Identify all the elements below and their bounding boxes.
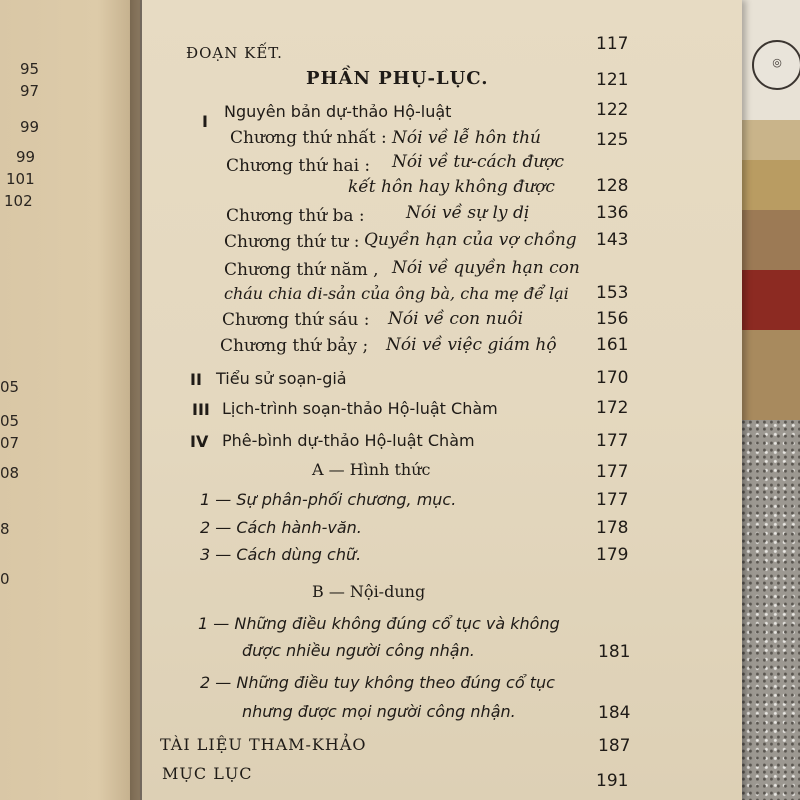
toc-references-page: 187 <box>598 736 631 756</box>
toc-item-page: 181 <box>598 642 631 662</box>
toc-section-page: 170 <box>596 368 629 388</box>
toc-index-label: MỤC LỤC <box>162 764 253 783</box>
toc-item-continued: được nhiều người công nhận. <box>242 641 475 660</box>
toc-item-page: 179 <box>596 545 629 565</box>
chapter-prefix: Chương thứ sáu : <box>222 310 370 330</box>
chapter-page: 136 <box>596 203 629 223</box>
left-page-number: 8 <box>0 520 10 538</box>
chapter-page: 128 <box>596 176 629 196</box>
toc-section-page: 172 <box>596 398 629 418</box>
book-spine <box>742 270 800 330</box>
toc-phan-phu-luc-label: PHẦN PHỤ-LỤC. <box>306 68 489 89</box>
toc-item: 1 — Sự phân-phối chương, mục. <box>200 490 457 509</box>
toc-item-page: 184 <box>598 703 631 723</box>
toc-section-label: Nguyên bản dự-thảo Hộ-luật <box>224 102 452 121</box>
toc-item-page: 178 <box>596 518 629 538</box>
fabric-texture <box>742 420 800 800</box>
book-spine <box>742 120 800 160</box>
book-spine <box>742 210 800 270</box>
chapter-page: 161 <box>596 335 629 355</box>
chapter-prefix: Chương thứ ba : <box>226 206 365 226</box>
toc-phan-phu-luc-page: 121 <box>596 70 629 90</box>
left-page-number: 97 <box>20 82 40 100</box>
left-page-number: 99 <box>20 118 40 136</box>
left-page-number: 99 <box>16 148 36 166</box>
decorative-seal-icon: ◎ <box>752 40 800 90</box>
book-spine <box>742 330 800 420</box>
left-page-number: 08 <box>0 464 20 482</box>
toc-part-label: A — Hình thức <box>312 460 431 479</box>
chapter-title-continued: cháu chia di-sản của ông bà, cha mẹ để lại <box>224 284 569 303</box>
chapter-title: Nói về việc giám hộ <box>386 335 557 355</box>
toc-references-label: TÀI LIỆU THAM-KHẢO <box>160 735 367 754</box>
toc-section-page: 122 <box>596 100 629 120</box>
background-books <box>742 0 800 800</box>
chapter-title: Nói về lễ hôn thú <box>392 128 541 148</box>
left-page-number: 95 <box>20 60 40 78</box>
chapter-prefix: Chương thứ nhất : <box>230 128 387 148</box>
toc-doan-ket-label: ĐOẠN KẾT. <box>186 44 283 62</box>
toc-part-page: 177 <box>596 462 629 482</box>
chapter-title: Nói về quyền hạn con <box>392 258 580 278</box>
toc-section-numeral: I <box>202 112 208 131</box>
toc-part-label: B — Nội-dung <box>312 582 426 601</box>
chapter-prefix: Chương thứ tư : <box>224 232 360 252</box>
toc-section-label: Phê-bình dự-thảo Hộ-luật Chàm <box>222 431 475 450</box>
toc-item: 2 — Cách hành-văn. <box>200 518 362 537</box>
left-page-number: 101 <box>6 170 35 188</box>
toc-doan-ket-page: 117 <box>596 34 629 54</box>
left-page-number: 05 <box>0 378 20 396</box>
chapter-prefix: Chương thứ hai : <box>226 156 371 176</box>
toc-item: 1 — Những điều không đúng cổ tục và không <box>198 614 560 633</box>
toc-section-numeral: IV <box>190 432 209 451</box>
toc-section-numeral: III <box>192 400 210 419</box>
chapter-prefix: Chương thứ năm , <box>224 260 379 280</box>
chapter-title-continued: kết hôn hay không được <box>348 177 555 197</box>
toc-item: 3 — Cách dùng chữ. <box>200 545 362 564</box>
toc-index-page: 191 <box>596 771 629 791</box>
chapter-title: Quyền hạn của vợ chồng <box>364 230 577 250</box>
toc-section-label: Lịch-trình soạn-thảo Hộ-luật Chàm <box>222 399 498 418</box>
left-page-number: 102 <box>4 192 33 210</box>
chapter-page: 153 <box>596 283 629 303</box>
toc-section-page: 177 <box>596 431 629 451</box>
chapter-page: 156 <box>596 309 629 329</box>
chapter-title: Nói về sự ly dị <box>406 203 530 223</box>
left-facing-page <box>0 0 140 800</box>
left-page-number: 05 <box>0 412 20 430</box>
chapter-title: Nói về tư-cách được <box>392 152 565 172</box>
left-page-number: 0 <box>0 570 10 588</box>
toc-item-continued: nhưng được mọi người công nhận. <box>242 702 516 721</box>
toc-item: 2 — Những điều tuy không theo đúng cổ tục <box>200 673 555 692</box>
chapter-prefix: Chương thứ bảy ; <box>220 336 369 356</box>
toc-section-label: Tiểu sử soạn-giả <box>216 369 347 388</box>
chapter-page: 125 <box>596 130 629 150</box>
toc-section-numeral: II <box>190 370 202 389</box>
toc-item-page: 177 <box>596 490 629 510</box>
chapter-page: 143 <box>596 230 629 250</box>
book-spine <box>742 160 800 210</box>
chapter-title: Nói về con nuôi <box>388 309 524 329</box>
left-page-number: 07 <box>0 434 20 452</box>
